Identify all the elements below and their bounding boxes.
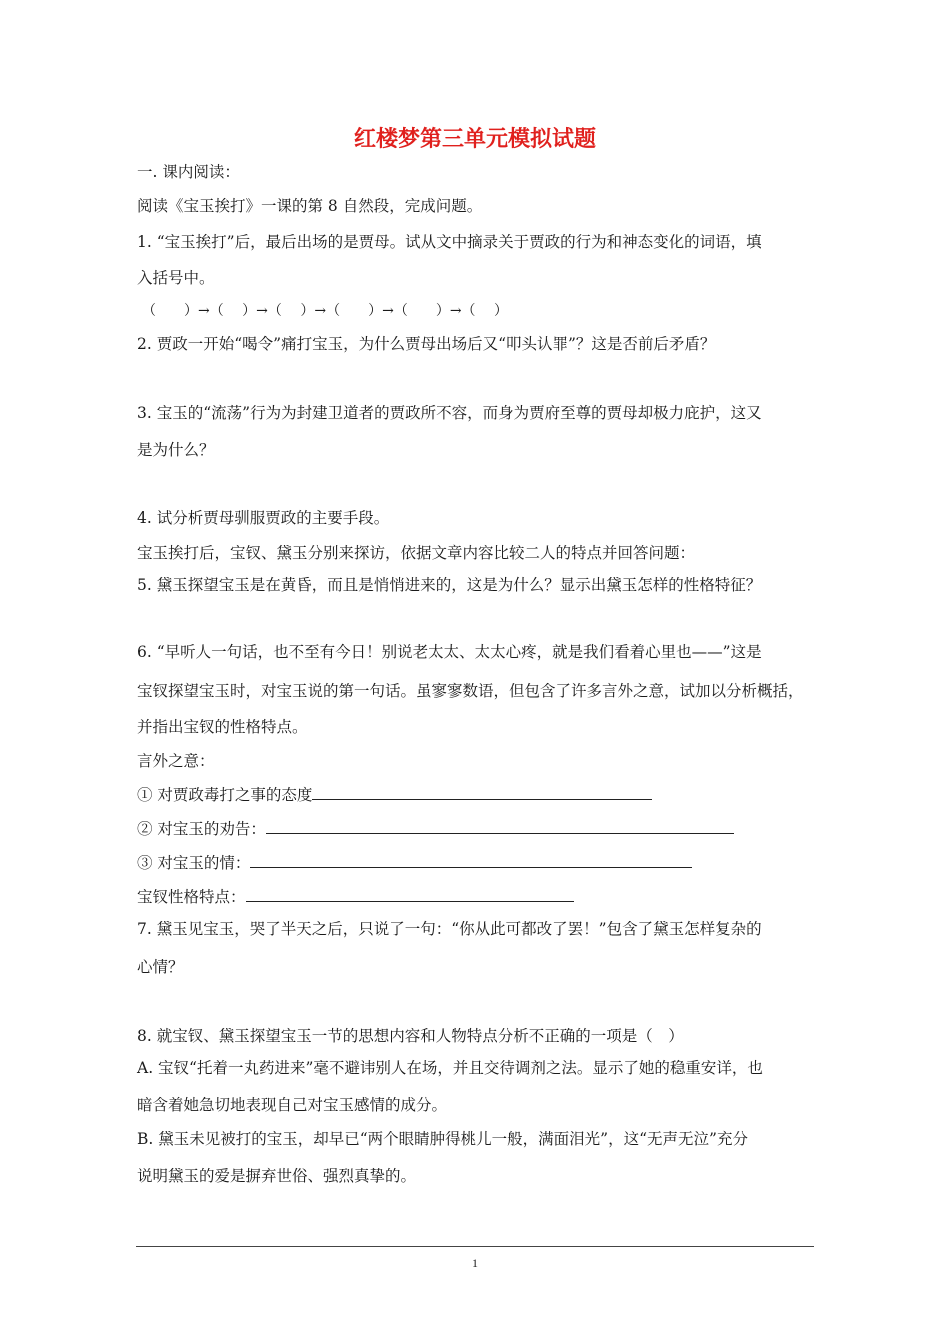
question-8-option-b-line-1: B. 黛玉未见被打的宝玉，却早已“两个眼睛肿得桃儿一般，满面泪光”，这“无声无泣”充分: [137, 1130, 748, 1148]
question-6-item-3: [137, 852, 827, 873]
question-8-option-a-line-2: 暗含着她急切地表现自己对宝玉感情的成分。: [137, 1096, 448, 1114]
question-2: 2. 贾政一开始“喝令”痛打宝玉，为什么贾母出场后又“叩头认罪”？这是否前后矛盾？: [137, 335, 716, 353]
section-intro: 阅读《宝玉挨打》一课的第 8 自然段，完成问题。: [137, 197, 483, 215]
answer-blank-1[interactable]: [312, 784, 652, 800]
question-7-line-1: 7. 黛玉见宝玉，哭了半天之后，只说了一句：“你从此可都改了罢！”包含了黛玉怎样复杂的: [137, 920, 762, 938]
answer-blank-4[interactable]: [246, 886, 574, 902]
document-title: 红楼梦第三单元模拟试题: [353, 127, 596, 152]
question-1-line-1: 1. “宝玉挨打”后，最后出场的是贾母。试从文中摘录关于贾政的行为和神态变化的词语，填: [137, 233, 762, 251]
reading-intro-2: 宝玉挨打后，宝钗、黛玉分别来探访，依据文章内容比较二人的特点并回答问题：: [137, 544, 696, 562]
question-1-answer-blanks: （ ）→（ ）→（ ）→（ ）→（ ）→（ ）: [142, 303, 509, 319]
question-7-line-2: 心情？: [137, 958, 184, 976]
question-5: 5. 黛玉探望宝玉是在黄昏，而且是悄悄进来的，这是为什么？显示出黛玉怎样的性格特征？: [137, 576, 762, 594]
question-8-option-a-line-1: A. 宝钗“托着一丸药进来”毫不避讳别人在场，并且交待调剂之法。显示了她的稳重安详，也: [137, 1059, 763, 1077]
footer-divider: [136, 1246, 814, 1247]
question-6-line-1: 6. “早听人一句话，也不至有今日！别说老太太、太太心疼，就是我们看着心里也——”这是: [137, 643, 762, 661]
item-1-label: ① 对贾政毒打之事的态度: [137, 786, 313, 804]
question-6-line-2: 宝钗探望宝玉时，对宝玉说的第一句话。虽寥寥数语，但包含了许多言外之意，试加以分析概括，: [137, 682, 804, 700]
question-6-subheading: 言外之意：: [137, 752, 215, 770]
question-6-item-1: [137, 784, 827, 805]
trait-label: 宝钗性格特点：: [137, 888, 246, 906]
question-6-trait: [137, 886, 827, 907]
question-6-line-3: 并指出宝钗的性格特点。: [137, 718, 308, 736]
answer-blank-3[interactable]: [250, 852, 692, 868]
question-8-stem: 8. 就宝钗、黛玉探望宝玉一节的思想内容和人物特点分析不正确的一项是（ ）: [137, 1027, 684, 1045]
question-3-line-1: 3. 宝玉的“流荡”行为为封建卫道者的贾政所不容，而身为贾府至尊的贾母却极力庇护，这又: [137, 404, 762, 422]
item-3-label: ③ 对宝玉的情：: [137, 854, 251, 872]
answer-blank-2[interactable]: [266, 818, 734, 834]
question-3-line-2: 是为什么？: [137, 441, 215, 459]
question-8-option-b-line-2: 说明黛玉的爱是摒弃世俗、强烈真挚的。: [137, 1167, 417, 1185]
question-1-line-2: 入括号中。: [137, 269, 215, 287]
question-4: 4. 试分析贾母驯服贾政的主要手段。: [137, 509, 390, 527]
section-heading: 一. 课内阅读：: [137, 163, 240, 181]
question-6-item-2: [137, 818, 827, 839]
item-2-label: ② 对宝玉的劝告：: [137, 820, 266, 838]
page-number: 1: [472, 1256, 478, 1270]
